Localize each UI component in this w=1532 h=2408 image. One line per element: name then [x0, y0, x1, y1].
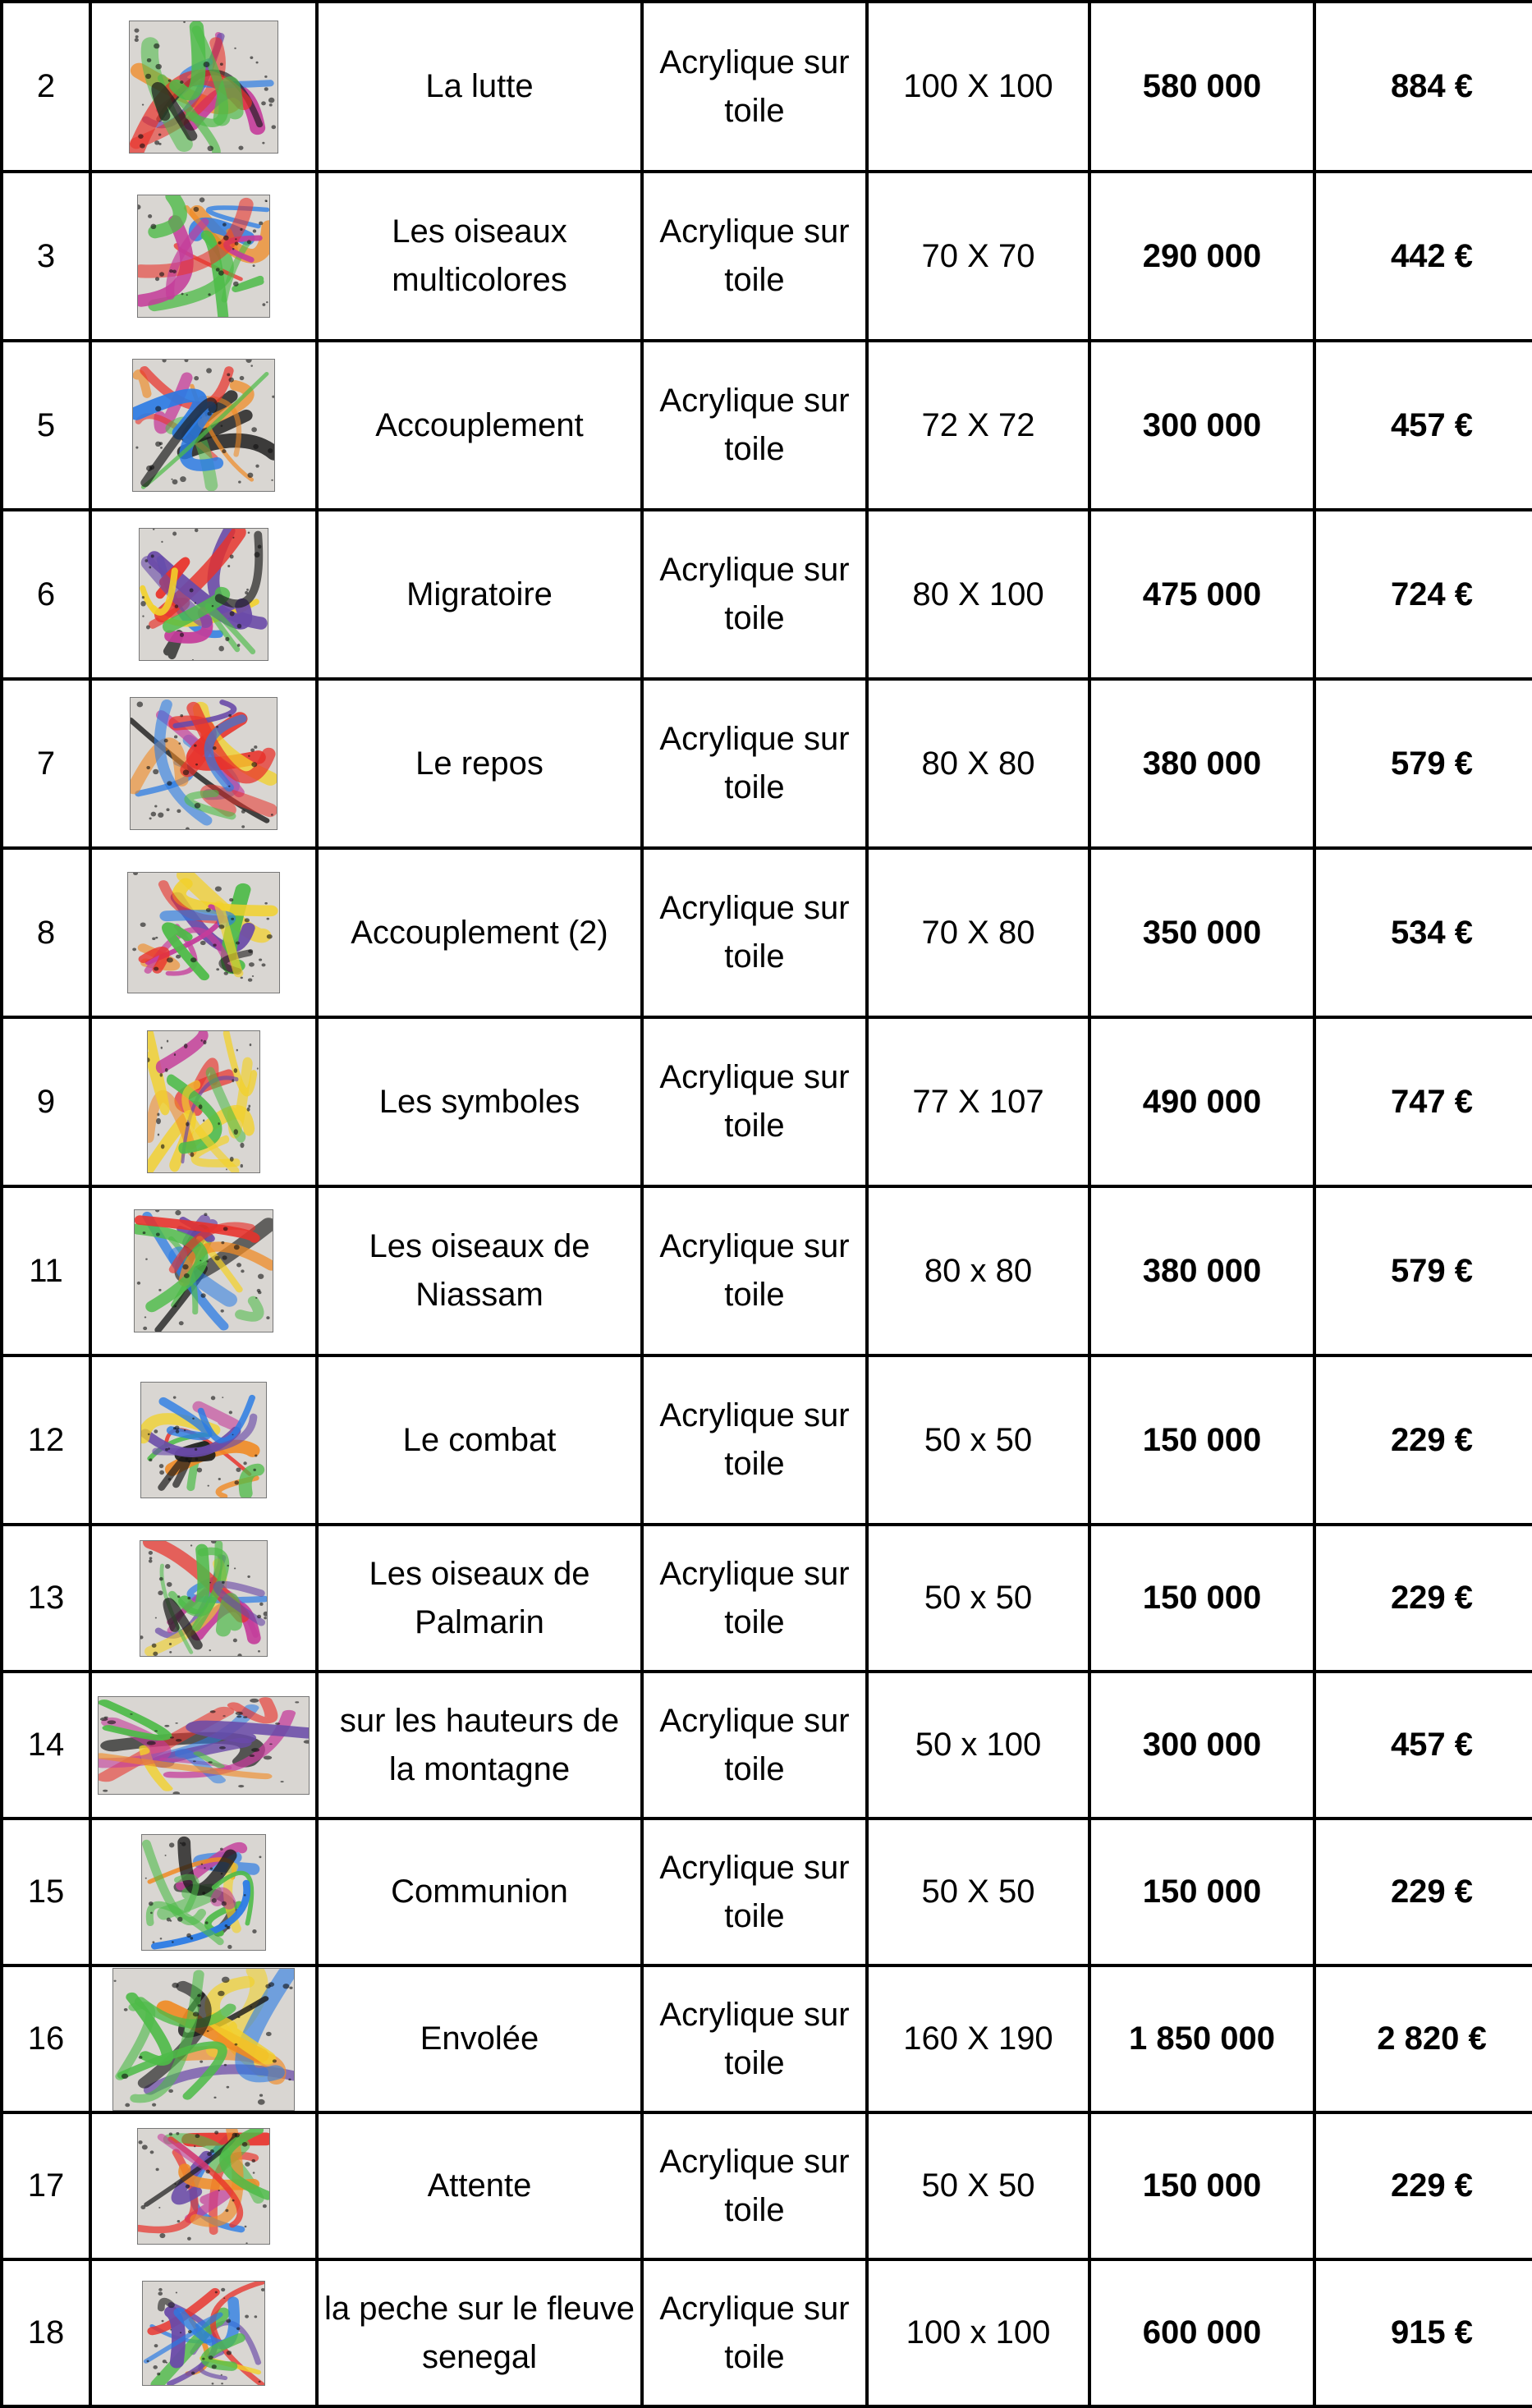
artwork-price-fcfa: 580 000 — [1089, 2, 1314, 172]
artwork-image-cell — [90, 2, 317, 172]
artwork-price-fcfa: 150 000 — [1089, 2112, 1314, 2259]
artwork-medium: Acrylique sur toile — [642, 2259, 867, 2406]
artwork-title: Les oiseaux multicolores — [317, 172, 642, 341]
artwork-dimensions: 72 X 72 — [867, 341, 1089, 510]
artwork-price-eur: 534 € — [1314, 848, 1532, 1017]
artwork-number: 15 — [2, 1819, 90, 1965]
artwork-price-eur: 579 € — [1314, 679, 1532, 848]
table-body — [2, 2, 1532, 2406]
painting-strokes — [138, 2129, 269, 2244]
artwork-price-eur: 457 € — [1314, 341, 1532, 510]
artwork-price-eur: 747 € — [1314, 1017, 1532, 1186]
table-row — [2, 2112, 1532, 2259]
artwork-title: Migratoire — [317, 510, 642, 679]
artwork-number: 18 — [2, 2259, 90, 2406]
abstract-painting-thumbnail — [132, 359, 275, 492]
abstract-painting-thumbnail — [127, 872, 280, 993]
table-row — [2, 1819, 1532, 1965]
artwork-price-eur: 229 € — [1314, 1355, 1532, 1525]
abstract-painting-thumbnail — [139, 528, 268, 661]
artwork-price-fcfa: 600 000 — [1089, 2259, 1314, 2406]
artwork-medium: Acrylique sur toile — [642, 1525, 867, 1672]
artwork-price-fcfa: 380 000 — [1089, 1186, 1314, 1355]
artwork-title: Attente — [317, 2112, 642, 2259]
abstract-painting-thumbnail — [142, 2281, 265, 2386]
artwork-image-cell — [90, 2259, 317, 2406]
artwork-price-fcfa: 350 000 — [1089, 848, 1314, 1017]
artwork-number: 12 — [2, 1355, 90, 1525]
artwork-title: sur les hauteurs de la montagne — [317, 1672, 642, 1819]
artwork-number: 5 — [2, 341, 90, 510]
artwork-dimensions: 50 X 50 — [867, 2112, 1089, 2259]
artwork-dimensions: 77 X 107 — [867, 1017, 1089, 1186]
table-row — [2, 1017, 1532, 1186]
artwork-number: 7 — [2, 679, 90, 848]
artwork-dimensions: 50 x 50 — [867, 1525, 1089, 1672]
artwork-title: Le repos — [317, 679, 642, 848]
painting-strokes — [138, 195, 269, 317]
painting-strokes — [143, 2282, 264, 2385]
artwork-image-cell — [90, 510, 317, 679]
artwork-medium: Acrylique sur toile — [642, 1355, 867, 1525]
artwork-dimensions: 80 X 100 — [867, 510, 1089, 679]
artwork-dimensions: 50 x 50 — [867, 1355, 1089, 1525]
artwork-image-cell — [90, 172, 317, 341]
artwork-title: Le combat — [317, 1355, 642, 1525]
painting-strokes — [148, 1031, 259, 1172]
abstract-painting-thumbnail — [137, 2128, 270, 2245]
abstract-painting-thumbnail — [137, 195, 270, 318]
artwork-price-eur: 457 € — [1314, 1672, 1532, 1819]
artwork-image-cell — [90, 1017, 317, 1186]
artwork-dimensions: 50 X 50 — [867, 1819, 1089, 1965]
artwork-medium: Acrylique sur toile — [642, 172, 867, 341]
abstract-painting-thumbnail — [98, 1696, 310, 1795]
artwork-price-fcfa: 290 000 — [1089, 172, 1314, 341]
artwork-medium: Acrylique sur toile — [642, 2112, 867, 2259]
artwork-price-fcfa: 490 000 — [1089, 1017, 1314, 1186]
artwork-dimensions: 80 x 80 — [867, 1186, 1089, 1355]
abstract-painting-thumbnail — [112, 1968, 295, 2111]
artwork-price-eur: 579 € — [1314, 1186, 1532, 1355]
artwork-dimensions: 100 X 100 — [867, 2, 1089, 172]
artwork-medium: Acrylique sur toile — [642, 341, 867, 510]
abstract-painting-thumbnail — [141, 1834, 266, 1951]
table-row — [2, 1672, 1532, 1819]
painting-strokes — [142, 1835, 265, 1950]
table-row — [2, 1355, 1532, 1525]
artwork-number: 2 — [2, 2, 90, 172]
artwork-image-cell — [90, 1525, 317, 1672]
artwork-medium: Acrylique sur toile — [642, 679, 867, 848]
artwork-price-eur: 2 820 € — [1314, 1965, 1532, 2112]
artwork-medium: Acrylique sur toile — [642, 1965, 867, 2112]
table-row — [2, 510, 1532, 679]
painting-strokes — [133, 360, 274, 491]
painting-strokes — [140, 529, 268, 660]
artwork-price-fcfa: 150 000 — [1089, 1819, 1314, 1965]
artwork-medium: Acrylique sur toile — [642, 2, 867, 172]
artwork-title: Envolée — [317, 1965, 642, 2112]
painting-strokes — [135, 1210, 273, 1332]
artwork-image-cell — [90, 2112, 317, 2259]
artwork-image-cell — [90, 848, 317, 1017]
artwork-number: 6 — [2, 510, 90, 679]
table-row — [2, 1965, 1532, 2112]
artwork-medium: Acrylique sur toile — [642, 1186, 867, 1355]
artwork-price-eur: 229 € — [1314, 1819, 1532, 1965]
artwork-number: 14 — [2, 1672, 90, 1819]
abstract-painting-thumbnail — [140, 1540, 268, 1657]
artwork-image-cell — [90, 679, 317, 848]
artwork-dimensions: 160 X 190 — [867, 1965, 1089, 2112]
table-row — [2, 679, 1532, 848]
artwork-number: 3 — [2, 172, 90, 341]
table-row — [2, 2, 1532, 172]
artwork-price-eur: 229 € — [1314, 2112, 1532, 2259]
artwork-title: la peche sur le fleuve senegal — [317, 2259, 642, 2406]
artwork-medium: Acrylique sur toile — [642, 510, 867, 679]
artwork-number: 9 — [2, 1017, 90, 1186]
artwork-price-fcfa: 1 850 000 — [1089, 1965, 1314, 2112]
artwork-dimensions: 70 X 70 — [867, 172, 1089, 341]
artwork-title: Communion — [317, 1819, 642, 1965]
artwork-dimensions: 100 x 100 — [867, 2259, 1089, 2406]
artwork-title: Accouplement — [317, 341, 642, 510]
artwork-image-cell — [90, 1819, 317, 1965]
artwork-medium: Acrylique sur toile — [642, 1819, 867, 1965]
table-row — [2, 2259, 1532, 2406]
painting-strokes — [99, 1697, 309, 1794]
painting-strokes — [130, 21, 278, 153]
abstract-painting-thumbnail — [147, 1030, 260, 1173]
artwork-number: 17 — [2, 2112, 90, 2259]
artwork-price-fcfa: 150 000 — [1089, 1355, 1314, 1525]
artwork-price-fcfa: 300 000 — [1089, 1672, 1314, 1819]
artwork-price-eur: 724 € — [1314, 510, 1532, 679]
artwork-dimensions: 70 X 80 — [867, 848, 1089, 1017]
artwork-medium: Acrylique sur toile — [642, 1017, 867, 1186]
artwork-image-cell — [90, 1672, 317, 1819]
table-row — [2, 172, 1532, 341]
artwork-title: Les symboles — [317, 1017, 642, 1186]
artwork-image-cell — [90, 1355, 317, 1525]
artwork-image-cell — [90, 1965, 317, 2112]
artwork-title: Les oiseaux de Niassam — [317, 1186, 642, 1355]
painting-strokes — [131, 698, 277, 829]
painting-strokes — [128, 873, 279, 993]
artwork-medium: Acrylique sur toile — [642, 848, 867, 1017]
painting-strokes — [140, 1541, 267, 1656]
artwork-medium: Acrylique sur toile — [642, 1672, 867, 1819]
abstract-painting-thumbnail — [140, 1382, 267, 1498]
artwork-title: Les oiseaux de Palmarin — [317, 1525, 642, 1672]
artwork-price-eur: 884 € — [1314, 2, 1532, 172]
artwork-image-cell — [90, 1186, 317, 1355]
artwork-title: Accouplement (2) — [317, 848, 642, 1017]
artwork-price-eur: 229 € — [1314, 1525, 1532, 1672]
artwork-dimensions: 80 X 80 — [867, 679, 1089, 848]
abstract-painting-thumbnail — [130, 697, 278, 830]
table-row — [2, 848, 1532, 1017]
table-row — [2, 341, 1532, 510]
artwork-price-fcfa: 150 000 — [1089, 1525, 1314, 1672]
abstract-painting-thumbnail — [129, 21, 278, 154]
table-row — [2, 1186, 1532, 1355]
painting-strokes — [113, 1969, 294, 2110]
artwork-number: 13 — [2, 1525, 90, 1672]
artwork-dimensions: 50 x 100 — [867, 1672, 1089, 1819]
abstract-painting-thumbnail — [134, 1209, 273, 1332]
artwork-price-fcfa: 380 000 — [1089, 679, 1314, 848]
artwork-price-fcfa: 475 000 — [1089, 510, 1314, 679]
artwork-title: La lutte — [317, 2, 642, 172]
painting-strokes — [141, 1383, 266, 1498]
artwork-number: 8 — [2, 848, 90, 1017]
artwork-number: 11 — [2, 1186, 90, 1355]
artwork-price-eur: 442 € — [1314, 172, 1532, 341]
table-row — [2, 1525, 1532, 1672]
artwork-image-cell — [90, 341, 317, 510]
artwork-price-fcfa: 300 000 — [1089, 341, 1314, 510]
artwork-number: 16 — [2, 1965, 90, 2112]
artwork-price-eur: 915 € — [1314, 2259, 1532, 2406]
